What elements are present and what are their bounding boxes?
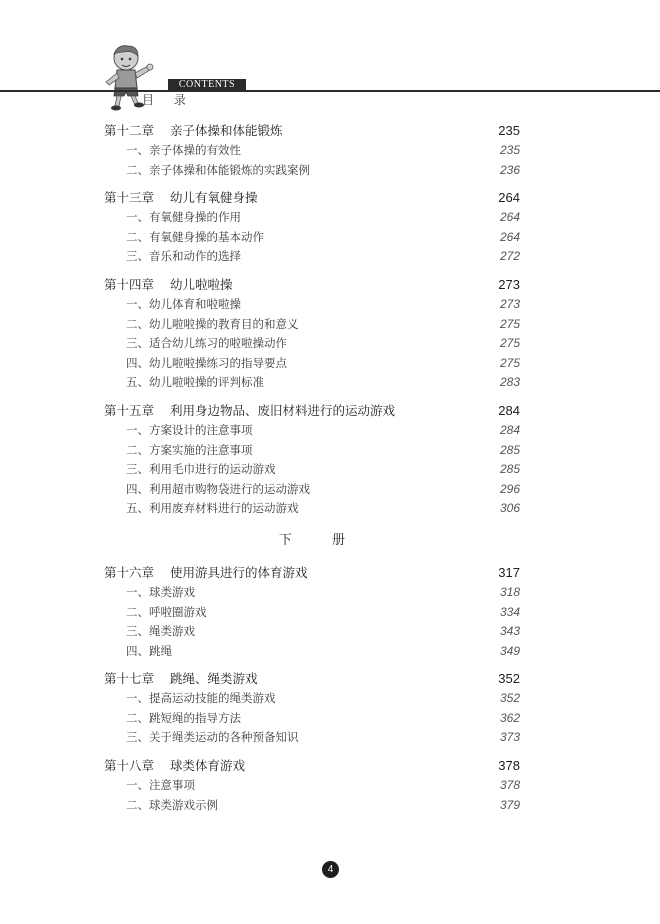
chapter-number: 第十六章 <box>104 564 155 580</box>
chapter-number: 第十四章 <box>104 276 155 292</box>
section-page-number: 264 <box>499 229 520 244</box>
chapter-number: 第十五章 <box>104 402 155 418</box>
section-title: 三、利用毛巾进行的运动游戏 <box>126 462 276 477</box>
chapter-entry[interactable] <box>104 274 520 295</box>
section-entry[interactable] <box>104 583 520 603</box>
section-title: 一、注意事项 <box>126 778 195 793</box>
section-title: 二、方案实施的注意事项 <box>126 442 253 457</box>
section-page-number: 236 <box>499 162 520 177</box>
chapter-title: 幼儿啦啦操 <box>170 276 233 292</box>
section-title: 二、幼儿啦啦操的教育目的和意义 <box>126 316 299 331</box>
section-entry[interactable] <box>104 603 520 623</box>
section-title: 五、幼儿啦啦操的评判标准 <box>126 375 264 390</box>
mulu-label: 目 录 <box>142 93 194 107</box>
section-page-number: 284 <box>499 422 520 437</box>
section-entry[interactable] <box>104 622 520 642</box>
chapter-page-number: 264 <box>498 190 520 206</box>
section-title: 三、适合幼儿练习的啦啦操动作 <box>126 336 287 351</box>
section-entry[interactable] <box>104 642 520 662</box>
section-page-number: 273 <box>499 296 520 311</box>
contents-label: CONTENTS <box>168 79 246 90</box>
section-title: 四、利用超市购物袋进行的运动游戏 <box>126 481 310 496</box>
section-page-number: 275 <box>499 355 520 370</box>
chapter-entry[interactable] <box>104 187 520 208</box>
section-title: 二、跳短绳的指导方法 <box>126 710 241 725</box>
section-entry[interactable] <box>104 228 520 248</box>
section-page-number: 275 <box>499 336 520 351</box>
chapter-heading <box>104 755 245 776</box>
section-title: 二、呼啦圈游戏 <box>126 604 207 619</box>
section-entry[interactable] <box>104 728 520 748</box>
chapter-page-number: 273 <box>498 276 520 292</box>
chapter-title: 亲子体操和体能锻炼 <box>170 123 283 138</box>
section-title: 一、提高运动技能的绳类游戏 <box>126 691 276 706</box>
chapter-title: 幼儿有氧健身操 <box>170 190 258 206</box>
section-entry[interactable] <box>104 354 520 374</box>
chapter-block <box>104 668 520 748</box>
chapter-block <box>104 274 520 393</box>
section-page-number: 264 <box>499 210 520 225</box>
section-entry[interactable] <box>104 247 520 267</box>
chapter-page-number: 235 <box>498 123 520 138</box>
section-title: 三、音乐和动作的选择 <box>126 249 241 264</box>
upper-volume-list <box>104 120 520 519</box>
section-entry[interactable] <box>104 373 520 393</box>
page-number: 4 <box>322 861 339 878</box>
section-page-number: 306 <box>499 501 520 516</box>
section-entry[interactable] <box>104 441 520 461</box>
chapter-page-number: 284 <box>498 402 520 418</box>
chapter-block <box>104 755 520 815</box>
lower-volume-list <box>104 562 520 815</box>
section-page-number: 272 <box>499 249 520 264</box>
chapter-heading <box>104 274 233 295</box>
chapter-number: 第十七章 <box>104 671 155 687</box>
section-page-number: 352 <box>499 691 520 706</box>
chapter-block <box>104 400 520 519</box>
section-entry[interactable] <box>104 689 520 709</box>
chapter-heading <box>104 668 258 689</box>
section-entry[interactable] <box>104 776 520 796</box>
section-title: 三、绳类游戏 <box>126 624 195 639</box>
chapter-number: 第十八章 <box>104 758 155 774</box>
section-title: 四、跳绳 <box>126 643 172 658</box>
section-title: 一、亲子体操的有效性 <box>126 143 241 157</box>
table-of-contents <box>104 120 520 822</box>
chapter-heading <box>104 562 308 583</box>
section-entry[interactable] <box>104 141 520 161</box>
chapter-number: 第十三章 <box>104 190 155 206</box>
section-entry[interactable] <box>104 295 520 315</box>
page-header <box>0 0 660 120</box>
section-entry[interactable] <box>104 208 520 228</box>
header-rule <box>0 90 660 92</box>
section-title: 二、亲子体操和体能锻炼的实践案例 <box>126 162 310 177</box>
chapter-title: 使用游具进行的体育游戏 <box>170 564 308 580</box>
section-title: 一、球类游戏 <box>126 584 195 599</box>
section-entry[interactable] <box>104 460 520 480</box>
chapter-block <box>104 562 520 661</box>
section-title: 五、利用废弃材料进行的运动游戏 <box>126 501 299 516</box>
section-entry[interactable] <box>104 334 520 354</box>
section-page-number: 373 <box>499 730 520 745</box>
chapter-heading <box>104 400 395 421</box>
section-entry[interactable] <box>104 499 520 519</box>
section-page-number: 349 <box>499 643 520 658</box>
chapter-heading <box>104 120 283 141</box>
section-page-number: 285 <box>499 462 520 477</box>
section-page-number: 235 <box>499 143 520 157</box>
chapter-title: 球类体育游戏 <box>170 758 246 774</box>
section-title: 二、有氧健身操的基本动作 <box>126 229 264 244</box>
section-entry[interactable] <box>104 315 520 335</box>
volume-title: 下 册 <box>278 532 364 548</box>
section-page-number: 285 <box>499 442 520 457</box>
section-entry[interactable] <box>104 421 520 441</box>
section-title: 三、关于绳类运动的各种预备知识 <box>126 730 299 745</box>
section-page-number: 283 <box>499 375 520 390</box>
section-page-number: 334 <box>499 604 520 619</box>
chapter-entry[interactable] <box>104 755 520 776</box>
section-title: 四、幼儿啦啦操练习的指导要点 <box>126 355 287 370</box>
section-title: 一、方案设计的注意事项 <box>126 422 253 437</box>
chapter-entry[interactable] <box>104 400 520 421</box>
section-entry[interactable] <box>104 796 520 816</box>
chapter-block <box>104 187 520 267</box>
chapter-block <box>104 120 520 180</box>
section-page-number: 318 <box>499 584 520 599</box>
section-title: 二、球类游戏示例 <box>126 797 218 812</box>
section-entry[interactable] <box>104 161 520 181</box>
chapter-heading <box>104 187 258 208</box>
section-page-number: 378 <box>499 778 520 793</box>
chapter-entry[interactable] <box>104 562 520 583</box>
chapter-title: 跳绳、绳类游戏 <box>170 671 258 687</box>
section-page-number: 296 <box>499 481 520 496</box>
section-title: 一、有氧健身操的作用 <box>126 210 241 225</box>
section-page-number: 379 <box>499 797 520 812</box>
chapter-entry[interactable] <box>104 120 520 141</box>
section-page-number: 362 <box>499 710 520 725</box>
chapter-page-number: 378 <box>498 758 520 774</box>
section-page-number: 343 <box>499 624 520 639</box>
section-page-number: 275 <box>499 316 520 331</box>
chapter-number: 第十二章 <box>104 123 155 138</box>
chapter-page-number: 317 <box>498 564 520 580</box>
section-entry[interactable] <box>104 709 520 729</box>
section-title: 一、幼儿体育和啦啦操 <box>126 296 241 311</box>
chapter-title: 利用身边物品、废旧材料进行的运动游戏 <box>170 402 396 418</box>
section-entry[interactable] <box>104 480 520 500</box>
chapter-entry[interactable] <box>104 668 520 689</box>
chapter-page-number: 352 <box>498 671 520 687</box>
